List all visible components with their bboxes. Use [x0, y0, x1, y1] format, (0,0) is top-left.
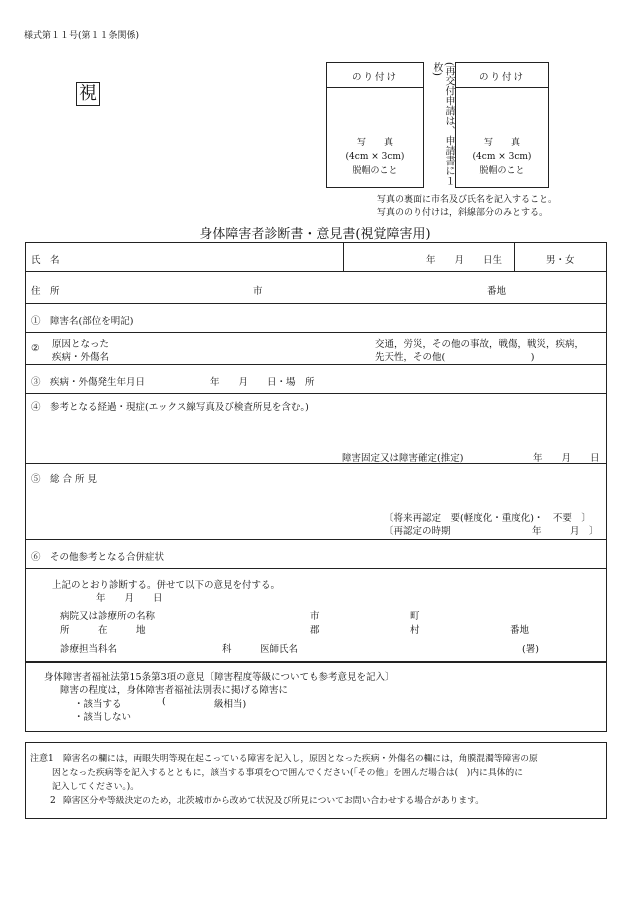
hospital-gun: 郡: [310, 625, 320, 636]
overall-findings-label: ⑤ 総 合 所 見: [31, 474, 98, 485]
photo-hat-note: 脱帽のこと: [479, 166, 525, 176]
cause-options-2: 先天性，その他( ): [375, 352, 535, 363]
onset-date-place: 年 月 日・場 所: [210, 377, 315, 388]
note-2-label: 2: [50, 796, 56, 806]
doctor-name-label: 医師氏名: [260, 644, 299, 655]
cause-label-2: 疾病・外傷名: [52, 352, 110, 363]
note-1-line-3: 記入してください。)。: [52, 782, 140, 792]
photo-box-2: [455, 62, 549, 188]
complications-label: ⑥ その他参考となる合併症状: [31, 552, 165, 563]
hospital-machi: 町: [410, 611, 420, 622]
photo-size: (4cm × 3cm): [345, 152, 405, 162]
cause-number: ②: [31, 343, 40, 354]
disability-name-label: ① 障害名(部位を明記): [31, 316, 134, 327]
diagnosis-statement: 上記のとおり診断する。併せて以下の意見を付する。: [52, 580, 281, 591]
opinion-applicable: ・該当する: [74, 699, 122, 710]
opinion-line-2: 障害の程度は，身体障害者福祉法別表に掲げる障害に: [60, 685, 289, 696]
note-2-line-1: 障害区分や等級決定のため，北茨城市から改めて状況及び所見についてお問い合わせする場合があります。: [63, 796, 485, 806]
recheck-timing-label: 〔再認定の時期: [384, 526, 451, 537]
photo-glue-label: のり付け: [478, 72, 525, 83]
department-ka: 科: [222, 644, 232, 655]
diagnosis-date: 年 月 日: [96, 593, 163, 604]
hospital-name-label: 病院又は診療所の名称: [60, 611, 156, 622]
opinion-line-1: 身体障害者福祉法第15条第3項の意見〔障害程度等級についても参考意見を記入〕: [44, 672, 395, 683]
photo-note-2: 写真ののり付けは，斜線部分のみとする。: [377, 208, 549, 218]
address-label: 住 所: [31, 286, 60, 297]
address-banchi: 番地: [487, 286, 507, 297]
recheck-timing-date: 年 月 〕: [532, 526, 599, 537]
opinion-paren: (: [162, 696, 166, 707]
photo-hat-note: 脱帽のこと: [352, 166, 398, 176]
note-1-label: 注意1: [30, 754, 54, 764]
birth-date: 年 月 日生: [426, 255, 503, 266]
department-label: 診療担当科名: [60, 644, 118, 655]
photo-glue-label: のり付け: [351, 72, 398, 83]
vision-mark: 視: [76, 82, 100, 106]
gender: 男・女: [546, 255, 575, 266]
hospital-banchi: 番地: [510, 625, 530, 636]
doctor-seal: (署): [522, 644, 539, 655]
address-city: 市: [253, 286, 263, 297]
note-1-line-1: 障害名の欄には，両眼失明等現在起こっている障害を記入し，原因となった疾病・外傷名の欄には，角膜混濁等障害の原: [63, 754, 538, 764]
cause-label-1: 原因となった: [52, 339, 110, 350]
history-label: ④ 参考となる経過・現症(エックス線写真及び検査所見を含む。): [31, 402, 309, 413]
fixed-date: 年 月 日: [533, 453, 600, 464]
onset-date-label: ③ 疾病・外傷発生年月日: [31, 377, 146, 388]
photo-size: (4cm × 3cm): [472, 152, 532, 162]
opinion-grade: 級相当): [214, 699, 247, 710]
photo-box-1: [326, 62, 424, 188]
photo-label: 写 真: [483, 138, 520, 148]
photo-note-1: 写真の裏面に市名及び氏名を記入すること。: [377, 195, 558, 205]
opinion-not-applicable: ・該当しない: [74, 712, 132, 723]
hospital-shi: 市: [310, 611, 320, 622]
hospital-mura: 村: [410, 625, 420, 636]
hospital-location-label: 所 在 地: [60, 625, 146, 636]
form-number: 様式第１１号(第１１条関係): [24, 31, 140, 41]
note-1-line-2: 因となった疾病等を記入するとともに，該当する事項を○で囲んでください(「その他」を囲んだ場合は( )内に具体的に: [52, 768, 524, 778]
reissue-note: (再交付申請は、申請書に１枚): [431, 62, 454, 186]
recheck-requirement: 〔将来再認定 要(軽度化・重度化)・ 不要 〕: [384, 513, 591, 524]
name-label: 氏 名: [31, 255, 60, 266]
page-title: 身体障害者診断書・意見書(視覚障害用): [199, 227, 431, 242]
photo-label: 写 真: [356, 138, 393, 148]
fixed-date-label: 障害固定又は障害確定(推定): [342, 453, 464, 464]
cause-options-1: 交通，労災，その他の事故，戦傷，戦災，疾病，: [375, 339, 585, 350]
